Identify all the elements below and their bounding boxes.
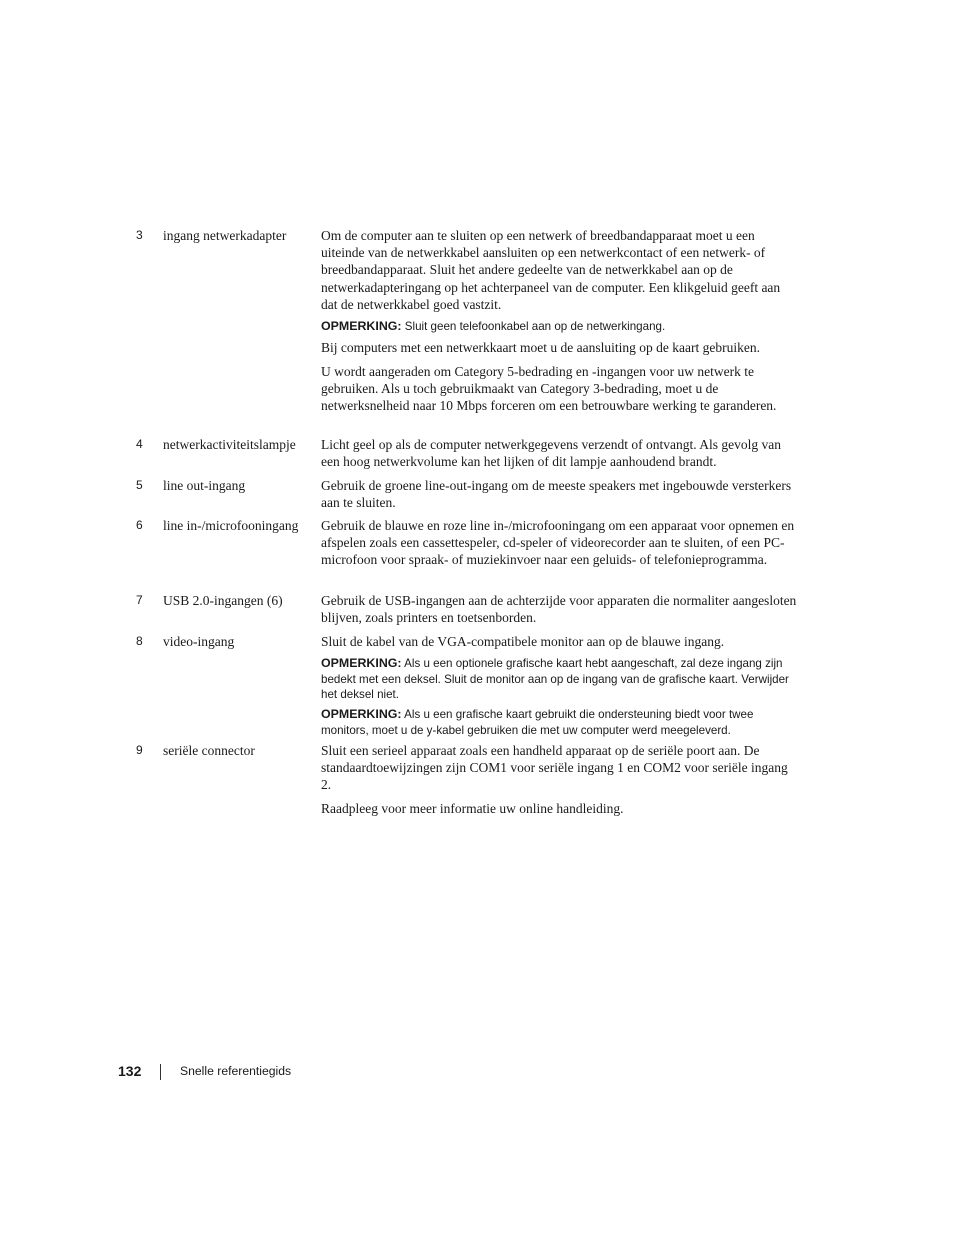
item-number: 5 bbox=[136, 478, 143, 492]
connector-label: line out-ingang bbox=[163, 478, 246, 493]
paragraph: Gebruik de groene line-out-ingang om de meeste speakers met ingebouwde versterkers aan te sluiten. bbox=[321, 478, 792, 511]
connector-description bbox=[321, 477, 799, 517]
connector-description bbox=[321, 436, 799, 476]
paragraph: Bij computers met een netwerkkaart moet u de aansluiting op de kaart gebruiken. bbox=[321, 340, 760, 356]
connector-description bbox=[321, 227, 799, 420]
connector-description bbox=[321, 517, 799, 575]
item-number: 7 bbox=[136, 593, 143, 607]
connector-label: seriële connector bbox=[163, 743, 255, 758]
paragraph: Gebruik de USB-ingangen aan de achterzijde voor apparaten die normaliter aangesloten blijven, zoals printers en toetsenborden. bbox=[321, 593, 797, 626]
item-number: 3 bbox=[136, 228, 143, 242]
note bbox=[321, 656, 799, 702]
note-label: OPMERKING: bbox=[321, 319, 402, 334]
connector-label: USB 2.0-ingangen (6) bbox=[163, 593, 283, 608]
note-text: Sluit geen telefoonkabel aan op de netwerkingang. bbox=[404, 320, 666, 334]
item-number: 9 bbox=[136, 743, 143, 757]
connector-description bbox=[321, 592, 799, 632]
note-text: Als u een optionele grafische kaart hebt aangeschaft, zal deze ingang zijn bedekt met een deksel. Sluit de monitor aan op de ingang van de grafische kaart. Verwijder het deksel niet. bbox=[321, 657, 789, 702]
item-number: 4 bbox=[136, 437, 143, 451]
document-title: Snelle referentiegids bbox=[180, 1064, 292, 1078]
note-label: OPMERKING: bbox=[321, 707, 402, 722]
footer-divider bbox=[160, 1064, 161, 1080]
item-number: 6 bbox=[136, 518, 143, 532]
page-number: 132 bbox=[118, 1063, 142, 1079]
note bbox=[321, 707, 799, 738]
note bbox=[321, 319, 799, 334]
paragraph: Raadpleeg voor meer informatie uw online handleiding. bbox=[321, 800, 624, 816]
note-text: Als u een grafische kaart gebruikt die ondersteuning biedt voor twee monitors, moet u de y-kabel gebruiken die met uw computer werd meegeleverd. bbox=[321, 708, 754, 737]
paragraph: U wordt aangeraden om Category 5-bedrading en -ingangen voor uw netwerk te gebruiken. Als u toch gebruikmaakt van Category 3-bedrading, moet u de netwerksnelheid naar 10 Mbps forceren om een betrouwbare werking te garanderen. bbox=[321, 363, 777, 414]
item-number: 8 bbox=[136, 634, 143, 648]
connector-label: video-ingang bbox=[163, 634, 235, 649]
connector-description bbox=[321, 742, 799, 823]
note-label: OPMERKING: bbox=[321, 656, 402, 671]
paragraph: Licht geel op als de computer netwerkgegevens verzendt of ontvangt. Als gevolg van een hoog netwerkvolume kan het lijken of dit lampje aanhoudend brandt. bbox=[321, 437, 781, 470]
connector-label: ingang netwerkadapter bbox=[163, 228, 287, 243]
paragraph: Om de computer aan te sluiten op een netwerk of breedbandapparaat moet u een uiteinde van de netwerkkabel aansluiten op een netwerkcontact of een netwerk- of breedbandapparaat. Sluit het andere gedeelte van de netwerkkabel aan op de netwerkadapteringang op het achterpaneel van de computer. Een klikgeluid geeft aan dat de netwerkkabel goed vastzit. bbox=[321, 228, 781, 312]
paragraph: Sluit de kabel van de VGA-compatibele monitor aan op de blauwe ingang. bbox=[321, 634, 725, 649]
page-footer bbox=[118, 1060, 518, 1082]
connector-label: line in-/microfooningang bbox=[163, 518, 299, 533]
connector-label: netwerkactiviteitslampje bbox=[163, 437, 296, 452]
connector-description bbox=[321, 633, 799, 743]
paragraph: Sluit een serieel apparaat zoals een handheld apparaat op de seriële poort aan. De standaardtoewijzingen zijn COM1 voor seriële ingang 1 en COM2 voor seriële ingang 2. bbox=[321, 743, 788, 793]
paragraph: Gebruik de blauwe en roze line in-/microfooningang om een apparaat voor opnemen en afspelen zoals een cassettespeler, cd-speler of videorecorder aan te sluiten, of een PC-microfoon voor spraak- of muziekinvoer naar een geluids- of telefonieprogramma. bbox=[321, 518, 795, 568]
